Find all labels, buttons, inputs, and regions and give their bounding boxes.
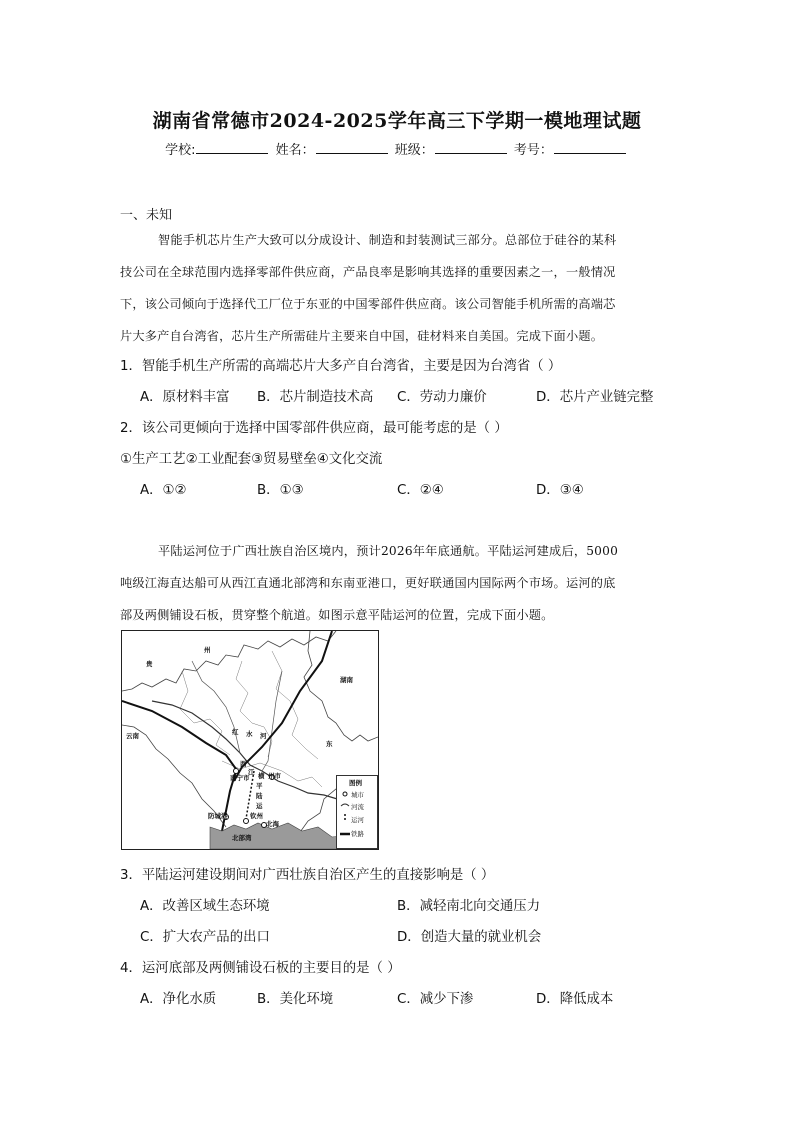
student-info-line	[0, 139, 794, 158]
legend-railway: 铁路	[351, 830, 364, 838]
question-2-stem: 2．该公司更倾向于选择中国零部件供应商，最可能考虑的是（ ）	[120, 421, 508, 436]
q3-option-a[interactable]: A．改善区域生态环境	[140, 899, 270, 914]
class-blank[interactable]	[435, 141, 507, 154]
q1-option-d[interactable]: D．芯片产业链完整	[536, 390, 654, 405]
map-legend	[336, 775, 378, 849]
guizhou-border	[122, 631, 336, 691]
map-label-yun: 运	[256, 802, 263, 810]
qinzhou-city	[244, 819, 249, 824]
map-label-lu: 陆	[256, 792, 263, 800]
q4-option-b[interactable]: B．美化环境	[257, 992, 334, 1007]
pinglu-canal-map	[121, 630, 379, 850]
map-label-beihai: 北海	[266, 820, 279, 828]
map-label-shui: 水	[246, 730, 253, 738]
q2-option-c[interactable]: C．②④	[397, 483, 444, 498]
passage2-line: 部及两侧铺设石板，贯穿整个航道。如图示意平陆运河的位置，完成下面小题。	[120, 608, 554, 622]
q2-option-a[interactable]: A．①②	[140, 483, 187, 498]
legend-title: 图例	[349, 779, 362, 787]
passage1-line: 下，该公司倾向于选择代工厂位于东亚的中国零部件供应商。该公司智能手机所需的高端芯	[120, 297, 616, 311]
q3-option-c[interactable]: C．扩大农产品的出口	[140, 930, 270, 945]
inner-boundary	[272, 651, 318, 759]
railway-line	[122, 701, 236, 769]
legend-canal: 运河	[351, 816, 364, 824]
q4-option-a[interactable]: A．净化水质	[140, 992, 217, 1007]
map-label-qinzhou: 钦州	[250, 812, 263, 820]
legend-city-symbol	[343, 792, 347, 796]
q1-option-c[interactable]: C．劳动力廉价	[397, 390, 487, 405]
passage2-line: 吨级江海直达船可从西江直通北部湾和东南亚港口，更好联通国内国际两个市场。运河的底	[120, 576, 616, 590]
map-label-jiang: 江	[248, 768, 255, 776]
passage1-line: 技公司在全球范围内选择零部件供应商，产品良率是影响其选择的重要因素之一，一般情况	[120, 265, 616, 279]
q2-option-d[interactable]: D．③④	[536, 483, 584, 498]
page-title: 湖南省常德市2024-2025学年高三下学期一模地理试题	[152, 110, 642, 132]
map-label-yunnan: 云南	[126, 732, 139, 740]
hunan-border	[304, 631, 378, 741]
q3-option-b[interactable]: B．减轻南北向交通压力	[397, 899, 541, 914]
section-heading: 一、未知	[120, 208, 173, 223]
q2-option-b[interactable]: B．①③	[257, 483, 304, 498]
map-label-xi: 西	[240, 760, 247, 768]
legend-symbols	[339, 776, 351, 848]
school-label: 学校:	[165, 143, 196, 158]
map-label-pinglu: 平	[256, 782, 263, 790]
name-label: 姓名：	[275, 143, 315, 158]
q4-option-c[interactable]: C．减少下渗	[397, 992, 474, 1007]
question-1-stem: 1．智能手机生产所需的高端芯片大多产自台湾省，主要是因为台湾省（ ）	[120, 359, 562, 374]
school-blank[interactable]	[196, 141, 268, 154]
map-label-beibuwan: 北部湾	[232, 834, 252, 842]
map-label-zhou: 州	[204, 646, 211, 654]
q3-option-d[interactable]: D．创造大量的就业机会	[397, 930, 542, 945]
q4-option-d[interactable]: D．降低成本	[536, 992, 614, 1007]
q1-option-b[interactable]: B．芯片制造技术高	[257, 390, 374, 405]
map-label-hunan: 湖南	[340, 676, 353, 684]
map-label-gui: 贵	[146, 660, 153, 668]
exam-no-blank[interactable]	[554, 141, 626, 154]
map-label-zhouzhou: 州市	[268, 772, 281, 780]
map-label-nanning: 南宁市	[230, 774, 250, 782]
map-label-he: 河	[260, 732, 267, 740]
passage2-line: 平陆运河位于广西壮族自治区境内，预计2026年年底通航。平陆运河建成后，5000	[158, 544, 619, 558]
map-label-hong: 红	[232, 728, 239, 736]
q1-option-a[interactable]: A．原材料丰富	[140, 390, 230, 405]
passage1-line: 片大多产自台湾省，芯片生产所需硅片主要来自中国，硅材料来自美国。完成下面小题。	[120, 329, 604, 343]
map-label-heng: 横	[258, 772, 265, 780]
map-label-fangcheng: 防城港	[208, 812, 228, 820]
legend-river: 河流	[351, 803, 364, 811]
question-3-stem: 3．平陆运河建设期间对广西壮族自治区产生的直接影响是（ ）	[120, 868, 495, 883]
legend-river-symbol	[341, 804, 349, 806]
tributary-river	[262, 671, 282, 771]
question-4-stem: 4．运河底部及两侧铺设石板的主要目的是（ ）	[120, 961, 401, 976]
class-label: 班级：	[394, 143, 434, 158]
exam-no-label: 考号：	[513, 143, 553, 158]
passage1-line: 智能手机芯片生产大致可以分成设计、制造和封装测试三部分。总部位于硅谷的某科	[158, 233, 617, 247]
name-blank[interactable]	[316, 141, 388, 154]
question-2-items: ①生产工艺②工业配套③贸易壁垒④文化交流	[120, 452, 383, 467]
legend-city: 城市	[351, 791, 364, 799]
map-label-dong: 东	[326, 740, 333, 748]
